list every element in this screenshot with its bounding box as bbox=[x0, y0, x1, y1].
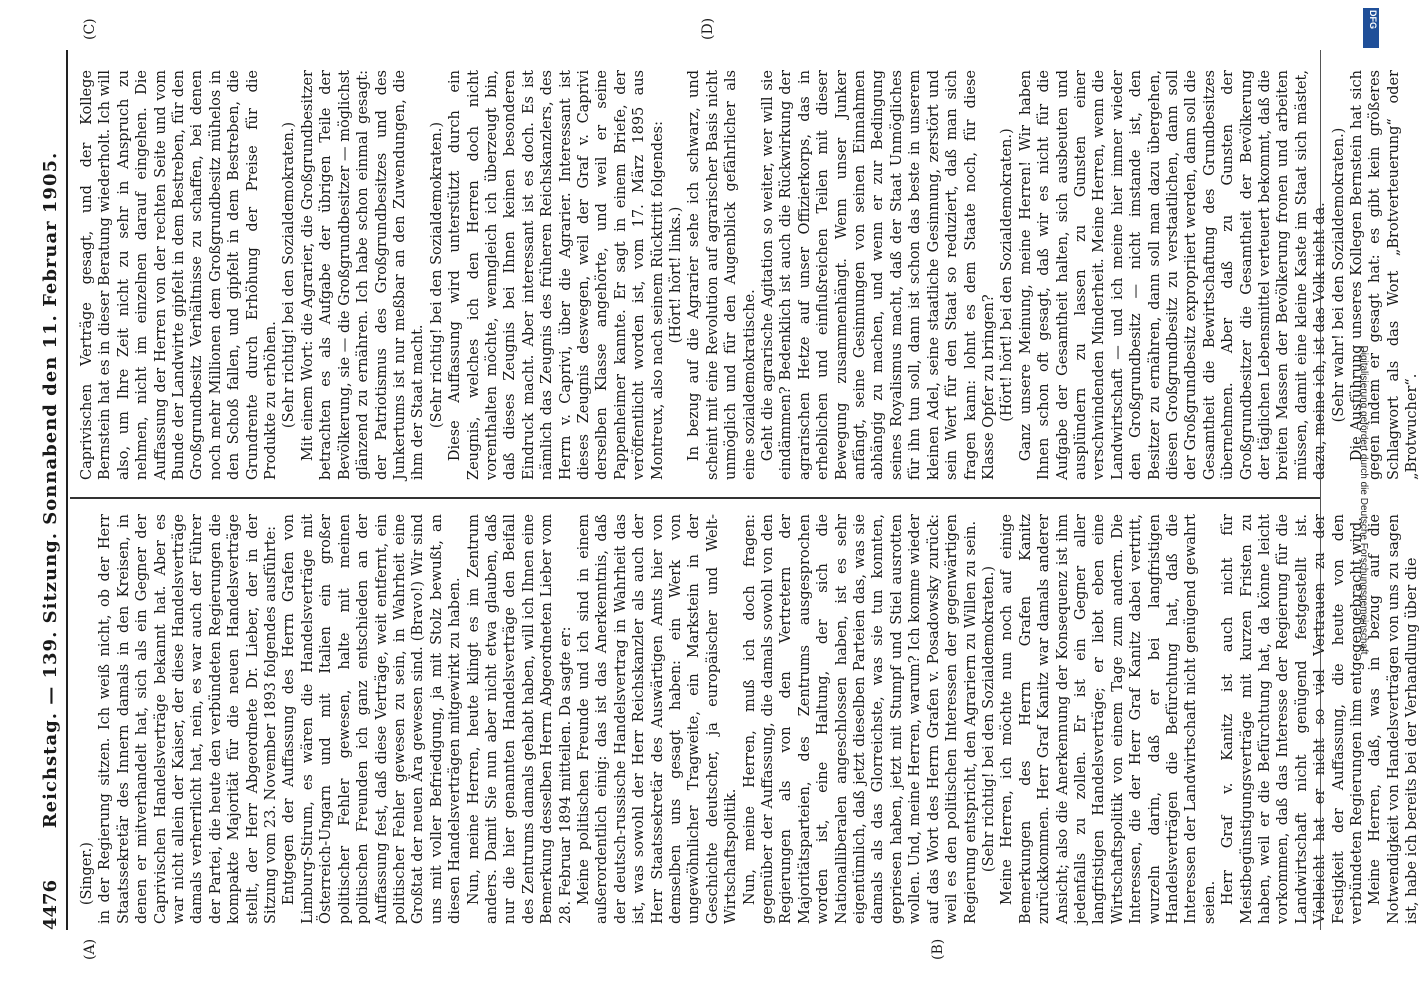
dfg-logo bbox=[1363, 8, 1379, 48]
quotation: Entgegen der Auffassung des Herrn Grafen von Limburg-Stirum, es wären die Handelsverträge mit Österreich-Ungarn und mit Italien ein großer politischer Fehler gewesen, halte mit meinen politischen Freunden ich ganz entschieden an der Auffassung fest, daß diese Verträge, weit entfernt, ein politischer Fehler gewesen zu sein, in Wahrheit eine Großtat der neuen Ära gewesen sind. (Bravo!) Wir sind uns mit voller Befriedigung, ja mit Stolz bewußt, an diesen Handelsverträgen mitgewirkt zu haben. bbox=[281, 514, 464, 924]
paragraph: (Singer.) bbox=[79, 842, 95, 906]
running-title: Reichstag. — 139. Sitzung. Sonnabend den 11. Februar 1905. bbox=[40, 151, 61, 829]
digitization-note bbox=[1345, 0, 1369, 1000]
interjection: (Sehr wahr! bei den Sozialdemokraten.) bbox=[1330, 127, 1347, 423]
margin-mark-c: (C) bbox=[82, 18, 98, 40]
header-rule bbox=[66, 50, 68, 930]
paragraph: Herr Graf v. Kanitz ist auch nicht für Meistbegünstigungsverträge mit kurzen Fristen zu haben, weil er die Befürchtung hat, da könne leicht vorkommen, daß das Interesse der Regierung für die Landwirtschaft nicht genügend festgestellt ist. Vielleicht hat er nicht so viel Vertrauen zu der Festigkeit der Auffassung, die heute von den verbündeten Regierungen ihm entgegengebracht wird. bbox=[1220, 514, 1366, 924]
digitization-note-text: Digitalisierung gefördert durch die Deutsche Forschungsgemeinschaft bbox=[1358, 345, 1369, 655]
column-divider bbox=[70, 497, 1320, 499]
margin-mark-b: (B) bbox=[930, 938, 946, 960]
paragraph: Die Ausführung unseres Kollegen Bernstein hat sich gegen indem er gesagt hat: es gibt kein größeres Schlagwort als das Wort „Brotverteuerung“ oder „Brotwucher“. bbox=[1349, 70, 1421, 480]
quotation: In bezug auf die Agrarier sehe ich schwarz, und scheint mit eine Revolution auf agrarischer Basis nicht unmöglich und für den Augenblick gefährlicher als eine sozialdemokratische. bbox=[686, 70, 758, 480]
paragraph: Ganz unsere Meinung, meine Herren! Wir haben Ihnen schon oft gesagt, daß wir es nicht für die Aufgabe der Gesamtheit halten, sich ausbeuten und ausplündern zu lassen zu Gunsten einer verschwindenden Minderheit. Meine Herren, wenn die Landwirtschaft — und ich meine hier immer wieder den Großgrundbesitz — nicht imstande ist, den Besitzer zu ernähren, dann soll man dazu übergehen, diesen Großgrundbesitz zu verstaatlichen, dann soll der Großgrundbesitz expropriiert werden, dann soll die Gesamtheit die Bewirtschaftung des Grundbesitzes übernehmen. Aber daß zu Gunsten der Großgrundbesitzer die Gesamtheit der Bevölkerung der täglichen Lebensmittel verteuert bekommt, daß die breiten Massen der Bevölkerung fronen und arbeiten müssen, damit eine kleine Kaste im Staat sich mästet, dazu, meine ich, ist das Volk nicht da. bbox=[1017, 70, 1329, 480]
margin-mark-d: (D) bbox=[700, 17, 716, 40]
paragraph: Meine Herren, daß, was in bezug auf die Notwendigkeit von Handelsverträgen von uns zu sagen ist, habe ich bereits bei der Verhandlung über die bbox=[1367, 514, 1421, 924]
interjection: (Sehr richtig! bei den Sozialdemokraten.) bbox=[428, 121, 445, 429]
paragraph: Meine Herren, ich möchte nun noch auf einige Bemerkungen des Herrn Grafen Kanitz zurückkommen. Herr Graf Kanitz war damals anderer Ansicht; also die Anerkennung der Konsequenz ist ihm jedenfalls zu zollen. Er ist ein Gegner aller langfristigen Handelsverträge; er liebt eben eine Wirtschaftspolitik von einem Tage zum andern. Die Interessen, die der Herr Graf Kanitz dabei vertritt, wurzeln darin, daß er bei langfristigen Handelsverträgen die Befürchtung hat, daß die Interessen der Landwirtschaft nicht genügend gewahrt seien. bbox=[999, 514, 1218, 924]
interjection: (Sehr richtig! bei den Sozialdemokraten.) bbox=[281, 121, 298, 429]
dfg-logo-text: DFG bbox=[1368, 10, 1378, 29]
page-number: 4476 bbox=[40, 879, 61, 930]
footer-rule bbox=[1320, 50, 1321, 930]
paragraph: Caprivischen Verträge gesagt, und der Kollege Bernstein hat es in dieser Beratung wiederholt. Ich will also, um Ihre Zeit nicht zu sehr in Anspruch zu nehmen, nicht im einzelnen darauf eingehen. Die Auffassung der Herren von der rechten Seite und vom Bunde der Landwirte gipfelt in dem Bestreben, für den Großgrundbesitz Verhältnisse zu schaffen, bei denen noch mehr Millionen dem Großgrundbesitz mühelos in den Schoß fallen, und gipfelt in dem Bestreben, die Grundrente durch Erhöhung der Preise für die Produkte zu erhöhen. bbox=[79, 70, 280, 480]
interjection: (Hört! hört! links.) bbox=[668, 206, 684, 344]
interjection: (Hört! hört! bei den Sozialdemokraten.) bbox=[999, 128, 1016, 422]
paragraph: Mit einem Wort: die Agrarier, die Großgrundbesitzer betrachten es als Aufgabe der übrigen Teile der Bevölkerung, sie — die Großgrundbesitzer — möglichst glänzend zu ernähren. Ich habe schon einmal gesagt: der Patriotismus des Großgrundbesitzes und des Junkertums ist nur meßbar an den Zuwendungen, die ihm der Staat macht. bbox=[299, 70, 427, 480]
paragraph: Nun, meine Herren, heute klingt es im Zentrum anders. Damit Sie nun aber nicht etwa glauben, daß nur die hier genannten Handelsverträge den Beifall des Zentrums damals gehabt haben, will ich Ihnen eine Bemerkung desselben Herrn Abgeordneten Lieber vom 28. Februar 1894 mitteilen. Da sagte er: bbox=[465, 514, 574, 924]
page-header bbox=[36, 50, 66, 930]
right-column bbox=[78, 70, 1421, 480]
paragraph: in der Regierung sitzen. Ich weiß nicht, ob der Herr Staatssekretär des Innern damals in den Kreisen, in denen er mitverhandelt hat, sich als ein Gegner der Caprivischen Handelsverträge bekannt hat. Aber es war nicht allein der Kaiser, der diese Handelsverträge damals verherrlicht hat, nein, es war auch der Führer der Partei, die heute den verbündeten Regierungen die kompakte Majorität für die neuen Handelsverträge stellt, der Herr Abgeordnete Dr. Lieber, der in der Sitzung vom 23. November 1893 folgendes ausführte: bbox=[97, 514, 280, 924]
quotation: Meine politischen Freunde und ich sind in einem außerordentlich einig: das ist das Anerkenntnis, daß der deutsch-russische Handelsvertrag in Wahrheit das ist, was sowohl der Herr Reichskanzler als auch der Herr Staatssekretär des Auswärtigen Amts hier von demselben uns gesagt haben: ein Werk von ungewöhnlicher Tragweite, ein Markstein in der Geschichte deutscher, ja europäischer und Welt-Wirtschaftspolitik. bbox=[575, 514, 740, 924]
quotation: Geht die agrarische Agitation so weiter, wer will sie eindämmen? Bedenklich ist auch die Rückwirkung der agrarischen Hetze auf unser Offizierkorps, das in erheblichen und einflußreichen Teilen mit dieser Bewegung zusammenhängt. Wenn unser Junker anfängt, seine Gesinnungen von seinen Einnahmen abhängig zu machen, und wenn er zur Bedingung seines Royalismus macht, daß der Staat Unmögliches für ihn tun soll, dann ist schon das beste in unserem kleinen Adel, seine staatliche Gesinnung, zerstört und sein Wert für den Staat so reduziert, daß man sich fragen kann: lohnt es dem Staate noch, für diese Klasse Opfer zu bringen? bbox=[760, 70, 997, 480]
margin-mark-a: (A) bbox=[82, 938, 98, 960]
paragraph: Diese Auffassung wird unterstützt durch ein Zeugnis, welches ich den Herren doch nicht vorenthalten möchte, wenngleich ich überzeugt bin, daß dieses Zeugnis bei Ihnen keinen besonderen Eindruck macht. Aber interessant ist es doch. Es ist nämlich das Zeugnis des früheren Reichskanzlers, des Herrn v. Caprivi, über die Agrarier. Interessant ist dieses Zeugnis deswegen, weil der Graf v. Caprivi derselben Klasse angehörte, und weil er seine Pappenheimer kannte. Er sagt in einem Briefe, der veröffentlicht worden ist, vom 17. März 1895 aus Montreux, also nach seinem Rücktritt folgendes: bbox=[447, 70, 666, 480]
interjection: (Sehr richtig! bei den Sozialdemokraten.) bbox=[980, 565, 997, 873]
paragraph: Nun, meine Herren, muß ich doch fragen: gegenüber der Auffassung, die damals sowohl von den Regierungen als von den Vertretern der Majoritätsparteien, des Zentrums ausgesprochen worden ist, eine Haltung, der sich die Nationalliberalen angeschlossen haben, ist es sehr eigentümlich, daß jetzt dieselben Parteien das, was sie damals als das Glorreichste, was sie tun konnten, gepriesen haben, jetzt mit Stumpf und Stiel ausrotten wollen. Und, meine Herren, warum? Ich komme wieder auf das Wort des Herrn Grafen v. Posadowsky zurück: weil es den politischen Interessen der gegenwärtigen Regierung entspricht, den Agrariern zu Willen zu sein. bbox=[741, 514, 979, 924]
left-column bbox=[78, 514, 1421, 924]
